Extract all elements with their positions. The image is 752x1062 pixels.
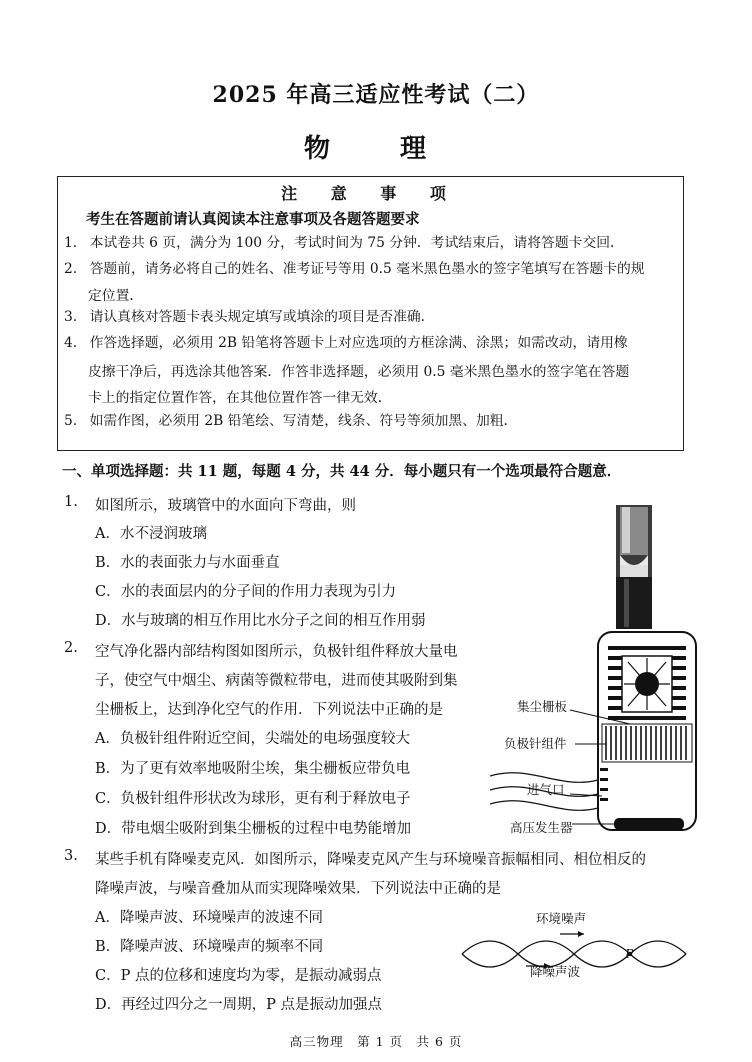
- notice-lead: 考生在答题前请认真阅读本注意事项及各题答题要求: [86, 211, 420, 228]
- exam-title: 2025 年高三适应性考试（二）: [212, 82, 540, 108]
- subject-title: 物 理: [303, 134, 448, 164]
- label-cancel-wave: 降噪声波: [530, 964, 581, 979]
- notice-item-num: 5.: [64, 413, 78, 429]
- notice-item-num: 3.: [64, 309, 78, 325]
- page-footer: 高三物理 第 1 页 共 6 页: [289, 1034, 463, 1049]
- label-env-noise: 环境噪声: [536, 911, 587, 926]
- notice-item-num: 4.: [64, 335, 78, 351]
- notice-item: [64, 334, 628, 352]
- notice-item-text: 答题前，请务必将自己的姓名、准考证号等用 0.5 毫米黑色墨水的签字笔填写在答题卡的规: [89, 261, 645, 277]
- option-d: D．水与玻璃的相互作用比水分子之间的相互作用弱: [95, 613, 426, 629]
- glass-tube-figure: [606, 503, 662, 631]
- label-collector-plate: 集尘栅板: [517, 699, 568, 714]
- question-stem: 尘栅板上，达到净化空气的作用．下列说法中正确的是: [95, 702, 443, 718]
- question-stem: 子，使空气中烟尘、病菌等微粒带电，进而使其吸附到集: [95, 673, 458, 689]
- notice-item: [64, 412, 517, 430]
- notice-item-cont: 定位置．: [88, 288, 144, 304]
- option-c: C．水的表面层内的分子间的作用力表现为引力: [95, 584, 397, 600]
- notice-item: [64, 308, 434, 326]
- option-d: D．带电烟尘吸附到集尘栅板的过程中电势能增加: [95, 821, 412, 837]
- label-air-inlet: 进气口: [527, 782, 565, 797]
- tube-highlight: [622, 507, 630, 553]
- notice-item-num: 1.: [64, 235, 78, 251]
- option-c: C．P 点的位移和速度均为零，是振动减弱点: [95, 968, 382, 984]
- option-b: B．为了更有效率地吸附尘埃，集尘栅板应带负电: [95, 761, 411, 777]
- option-d: D．再经过四分之一周期，P 点是振动加强点: [95, 997, 382, 1013]
- question-stem: 某些手机有降噪麦克风．如图所示，降噪麦克风产生与环境噪音振幅相同、相位相反的: [95, 852, 646, 868]
- option-a: A．降噪声波、环境噪声的波速不同: [95, 910, 323, 926]
- label-needle-assembly: 负极针组件: [504, 736, 567, 751]
- notice-item-text: 本试卷共 6 页，满分为 100 分，考试时间为 75 分钟．考试结束后，请将答题卡交回．: [89, 235, 624, 251]
- label-hv-generator: 高压发生器: [510, 820, 573, 835]
- notice-item: [64, 260, 645, 278]
- fan-hub: [635, 672, 659, 696]
- option-a: A．水不浸润玻璃: [95, 526, 207, 542]
- notice-item-text: 如需作图，必须用 2B 铅笔绘、写清楚，线条、符号等须加黑、加粗．: [89, 413, 518, 429]
- option-c: C．负极针组件形状改为球形，更有利于释放电子: [95, 791, 411, 807]
- option-b: B．水的表面张力与水面垂直: [95, 555, 280, 571]
- notice-item-cont: 卡上的指定位置作答，在其他位置作答一律无效．: [88, 390, 392, 406]
- notice-item-cont: 皮擦干净后，再选涂其他答案．作答非选择题，必须用 0.5 毫米黑色墨水的签字笔在答题: [88, 364, 630, 380]
- notice-item: [64, 234, 624, 252]
- label-point-p: P: [625, 946, 634, 961]
- section-heading: 一、单项选择题：共 11 题，每题 4 分，共 44 分．每小题只有一个选项最符合题意．: [62, 463, 622, 480]
- notice-item-text: 作答选择题，必须用 2B 铅笔将答题卡上对应选项的方框涂满、涂黑；如需改动，请用橡: [89, 335, 628, 351]
- hv-generator: [614, 818, 684, 830]
- option-a: A．负极针组件附近空间，尖端处的电场强度较大: [95, 731, 410, 747]
- notice-heading: 注 意 事 项: [281, 184, 460, 203]
- question-stem: 空气净化器内部结构图如图所示，负极针组件释放大量电: [95, 644, 458, 660]
- question-number: 3.: [64, 848, 78, 864]
- question-stem: 如图所示，玻璃管中的水面向下弯曲，则: [95, 498, 356, 514]
- notice-box: [57, 176, 684, 451]
- option-b: B．降噪声波、环境噪声的频率不同: [95, 939, 324, 955]
- question-stem: 降噪声波，与噪音叠加从而实现降噪效果．下列说法中正确的是: [95, 881, 501, 897]
- notice-item-num: 2.: [64, 261, 78, 277]
- question-number: 2.: [64, 640, 78, 656]
- question-number: 1.: [64, 494, 78, 510]
- notice-item-text: 请认真核对答题卡表头规定填写或填涂的项目是否准确．: [89, 309, 435, 325]
